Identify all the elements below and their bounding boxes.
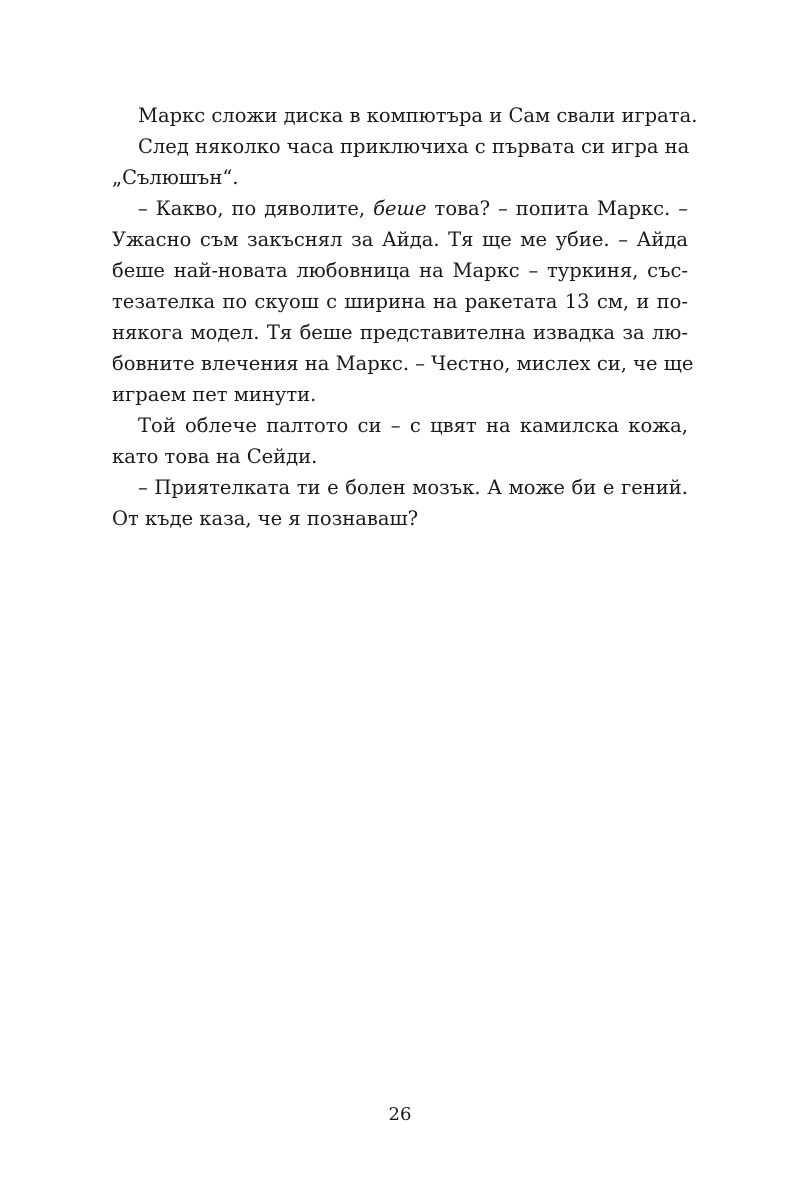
text-line: Маркс сложи диска в компютъра и Сам свали играта. — [138, 104, 698, 127]
emphasized-word: беше — [373, 197, 427, 220]
text-line: От къде каза, че я познаваш? — [112, 507, 419, 530]
text-line: – Приятелката ти е болен мозък. А може би е гений. — [138, 476, 688, 499]
text-line: „Сълюшън“. — [112, 166, 239, 189]
text-line: Той облече палтото си – с цвят на камилска кожа, — [138, 414, 688, 437]
text-line: като това на Сейди. — [112, 445, 318, 468]
body-text — [112, 100, 698, 534]
text-line: беше най-новата любовница на Маркс – туркиня, със- — [112, 259, 688, 282]
text-line: тезателка по скуош с ширина на ракетата 13 см, и по- — [112, 290, 688, 313]
text-line: играем пет минути. — [112, 383, 317, 406]
text-line: някога модел. Тя беше представителна извадка за лю- — [112, 321, 688, 344]
page-number: 26 — [388, 1104, 412, 1125]
text-run: – Какво, по дяволите, — [138, 197, 374, 220]
text-run: това? – попита Маркс. – — [426, 197, 689, 220]
text-line: бовните влечения на Маркс. – Честно, мислех си, че ще — [112, 352, 694, 375]
text-line: Ужасно съм закъснял за Айда. Тя ще ме убие. – Айда — [112, 228, 688, 251]
text-line: След няколко часа приключиха с първата си игра на — [138, 135, 690, 158]
text-line-with-emphasis — [112, 193, 688, 224]
